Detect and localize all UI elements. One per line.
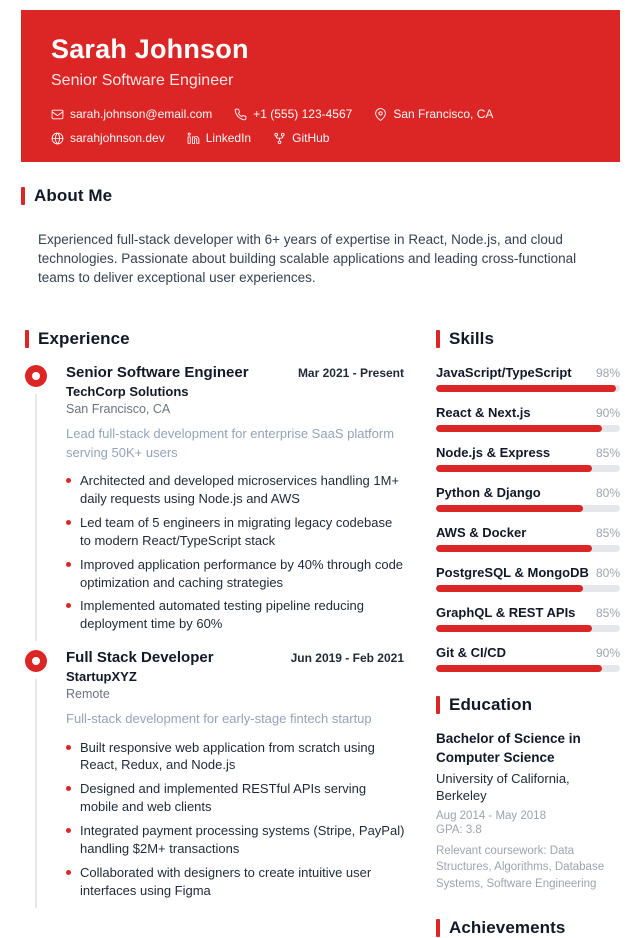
bullet-item bbox=[66, 864, 406, 900]
skill-name: PostgreSQL & MongoDB bbox=[436, 565, 589, 581]
section-accent-bar bbox=[436, 696, 440, 714]
section-accent-bar bbox=[25, 330, 29, 348]
contact-list bbox=[51, 107, 590, 145]
contact-email[interactable] bbox=[51, 107, 212, 121]
contact-github[interactable] bbox=[273, 131, 329, 145]
education-section bbox=[436, 695, 620, 892]
bullet-dot-icon bbox=[66, 745, 71, 750]
skill-percent: 98% bbox=[595, 366, 620, 381]
entry-bullets bbox=[66, 739, 406, 901]
contact-linkedin[interactable] bbox=[187, 131, 251, 145]
bullet-dot-icon bbox=[66, 786, 71, 791]
linkedin-icon bbox=[187, 132, 200, 145]
bullet-text: Designed and implemented RESTful APIs serving mobile and web clients bbox=[80, 781, 367, 815]
skill-bar-track bbox=[436, 505, 620, 512]
education-degree: Bachelor of Science in Computer Science bbox=[436, 731, 581, 765]
education-gpa: GPA: 3.8 bbox=[436, 823, 482, 836]
bullet-dot-icon bbox=[66, 828, 71, 833]
job-title: Senior Software Engineer bbox=[51, 72, 234, 89]
sidebar-column bbox=[436, 329, 620, 937]
education-coursework: Relevant coursework: Data Structures, Algorithms, Database Systems, Software Engineering bbox=[436, 844, 605, 891]
skill-bar-track bbox=[436, 425, 620, 432]
section-title: Education bbox=[449, 695, 533, 715]
section-accent-bar bbox=[436, 919, 440, 937]
bullet-item bbox=[66, 514, 406, 550]
entry-dates: Jun 2019 - Feb 2021 bbox=[290, 651, 404, 666]
skill-bar-track bbox=[436, 465, 620, 472]
section-title: About Me bbox=[34, 186, 113, 205]
skills-heading bbox=[436, 329, 620, 349]
skill-item bbox=[436, 485, 620, 512]
contact-linkedin-text: LinkedIn bbox=[205, 131, 252, 145]
achievements-heading bbox=[436, 918, 620, 938]
skill-percent: 80% bbox=[595, 486, 620, 501]
contact-website-text: sarahjohnson.dev bbox=[70, 131, 165, 145]
section-title: Experience bbox=[38, 329, 130, 349]
bullet-dot-icon bbox=[66, 520, 71, 525]
skill-bar-fill bbox=[436, 385, 616, 392]
phone-icon bbox=[234, 108, 247, 121]
bullet-text: Led team of 5 engineers in migrating legacy codebase to modern React/TypeScript stack bbox=[80, 514, 393, 548]
bullet-dot-icon bbox=[66, 870, 71, 875]
skill-percent: 85% bbox=[595, 526, 620, 541]
skill-name: AWS & Docker bbox=[436, 525, 527, 541]
skill-percent: 85% bbox=[595, 606, 620, 621]
person-name: Sarah Johnson bbox=[51, 34, 249, 64]
experience-column bbox=[21, 329, 406, 937]
skill-item bbox=[436, 525, 620, 552]
skill-bar-track bbox=[436, 585, 620, 592]
entry-location: Remote bbox=[66, 687, 110, 702]
achievements-section bbox=[436, 918, 620, 938]
skills-section bbox=[436, 329, 620, 672]
skill-item bbox=[436, 405, 620, 432]
skill-name: Python & Django bbox=[436, 485, 541, 501]
skill-percent: 80% bbox=[595, 566, 620, 581]
bullet-text: Implemented automated testing pipeline reducing deployment time by 60% bbox=[80, 598, 365, 632]
skill-percent: 85% bbox=[595, 446, 620, 461]
skill-name: Node.js & Express bbox=[436, 445, 551, 461]
section-title: Skills bbox=[449, 329, 495, 349]
bullet-item bbox=[66, 556, 406, 592]
experience-entry bbox=[25, 649, 406, 900]
bullet-text: Improved application performance by 40% through code optimization and caching strategies bbox=[80, 556, 404, 590]
bullet-text: Architected and developed microservices handling 1M+ daily requests using Node.js and AWS bbox=[80, 472, 400, 506]
about-text: Experienced full-stack developer with 6+ years of expertise in React, Node.js, and cloud technologies. Passionate about building scalable applications and leading cross-functional teams to deliver exceptional user experiences. bbox=[38, 232, 577, 286]
about-heading bbox=[21, 186, 620, 206]
skill-name: JavaScript/TypeScript bbox=[436, 365, 572, 381]
entry-summary: Full-stack development for early-stage fintech startup bbox=[66, 711, 372, 727]
entry-summary: Lead full-stack development for enterprise SaaS platform serving 50K+ users bbox=[66, 426, 395, 460]
section-title: Achievements bbox=[449, 917, 566, 937]
skill-bar-fill bbox=[436, 425, 602, 432]
entry-header bbox=[66, 649, 406, 666]
skill-name: React & Next.js bbox=[436, 405, 531, 421]
bullet-item bbox=[66, 822, 406, 858]
education-heading bbox=[436, 695, 620, 715]
entry-company: TechCorp Solutions bbox=[66, 384, 189, 400]
skills-list bbox=[436, 365, 620, 672]
bullet-dot-icon bbox=[66, 603, 71, 608]
contact-row bbox=[51, 131, 590, 145]
entry-title: Full Stack Developer bbox=[66, 649, 214, 667]
skill-bar-fill bbox=[436, 665, 602, 672]
contact-phone[interactable] bbox=[234, 107, 352, 121]
skill-bar-fill bbox=[436, 545, 592, 552]
skill-bar-fill bbox=[436, 465, 592, 472]
resume-header bbox=[21, 10, 620, 162]
skill-percent: 90% bbox=[595, 646, 620, 661]
section-accent-bar bbox=[436, 330, 440, 348]
entry-dates: Mar 2021 - Present bbox=[297, 366, 404, 381]
contact-location-text: San Francisco, CA bbox=[393, 107, 494, 121]
experience-entry bbox=[25, 364, 406, 633]
skill-bar-fill bbox=[436, 505, 583, 512]
contact-row bbox=[51, 107, 590, 121]
bullet-dot-icon bbox=[66, 562, 71, 567]
bullet-text: Built responsive web application from scratch using React, Redux, and Node.js bbox=[80, 739, 375, 773]
skill-item bbox=[436, 445, 620, 472]
contact-github-text: GitHub bbox=[292, 131, 330, 145]
bullet-dot-icon bbox=[66, 478, 71, 483]
education-entry bbox=[436, 730, 620, 892]
skill-percent: 90% bbox=[595, 406, 620, 421]
contact-website[interactable] bbox=[51, 131, 165, 145]
skill-item bbox=[436, 605, 620, 632]
bullet-item bbox=[66, 472, 406, 508]
entry-location: San Francisco, CA bbox=[66, 402, 171, 417]
skill-bar-track bbox=[436, 545, 620, 552]
location-icon bbox=[374, 108, 387, 121]
skill-bar-track bbox=[436, 665, 620, 672]
skill-item bbox=[436, 645, 620, 672]
timeline-dot-icon bbox=[25, 650, 47, 672]
bullet-text: Collaborated with designers to create intuitive user interfaces using Figma bbox=[80, 865, 372, 899]
resume-page bbox=[0, 10, 641, 937]
bullet-item bbox=[66, 597, 406, 633]
bullet-item bbox=[66, 739, 406, 775]
education-dates: Aug 2014 - May 2018 bbox=[436, 809, 546, 822]
timeline-line bbox=[35, 394, 37, 641]
resume-body bbox=[0, 162, 641, 938]
education-school: University of California, Berkeley bbox=[436, 770, 570, 803]
section-accent-bar bbox=[21, 187, 25, 205]
entry-header bbox=[66, 364, 406, 381]
skill-bar-track bbox=[436, 625, 620, 632]
contact-location[interactable] bbox=[374, 107, 493, 121]
globe-icon bbox=[51, 132, 64, 145]
bullet-text: Integrated payment processing systems (Stripe, PayPal) handling $2M+ transactions bbox=[80, 823, 405, 857]
entry-title: Senior Software Engineer bbox=[66, 364, 249, 382]
timeline-dot-icon bbox=[25, 365, 47, 387]
entry-bullets bbox=[66, 472, 406, 634]
skill-item bbox=[436, 565, 620, 592]
experience-entries bbox=[25, 364, 406, 900]
skill-item bbox=[436, 365, 620, 392]
entry-company: StartupXYZ bbox=[66, 669, 137, 685]
skill-bar-fill bbox=[436, 585, 583, 592]
contact-phone-text: +1 (555) 123-4567 bbox=[253, 107, 353, 121]
contact-email-text: sarah.johnson@email.com bbox=[70, 107, 213, 121]
timeline-line bbox=[35, 679, 37, 908]
email-icon bbox=[51, 108, 64, 121]
skill-bar-track bbox=[436, 385, 620, 392]
skill-bar-fill bbox=[436, 625, 592, 632]
about-section bbox=[21, 186, 620, 287]
skill-name: GraphQL & REST APIs bbox=[436, 605, 576, 621]
bullet-item bbox=[66, 780, 406, 816]
experience-heading bbox=[25, 329, 406, 349]
github-icon bbox=[273, 132, 286, 145]
skill-name: Git & CI/CD bbox=[436, 645, 507, 661]
